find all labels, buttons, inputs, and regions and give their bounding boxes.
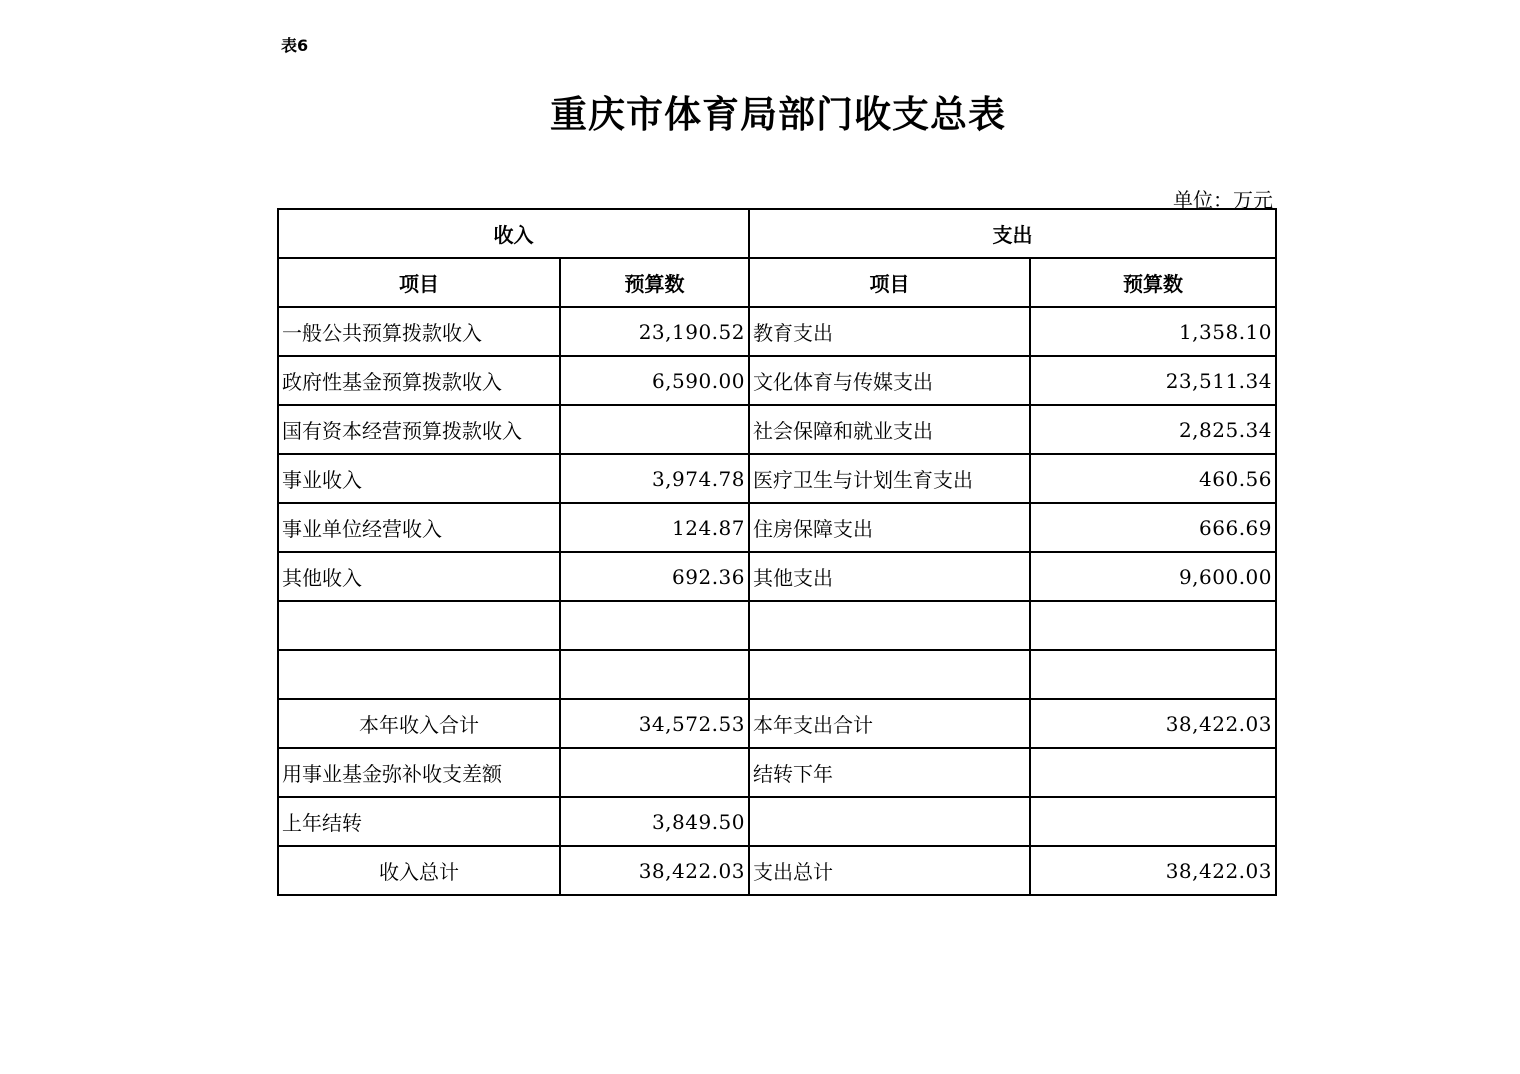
unit-label: 单位：万元 <box>1173 188 1273 212</box>
expense-total-label: 支出总计 <box>749 846 1030 895</box>
expense-budget-cell <box>1030 601 1276 650</box>
expense-total-value: 38,422.03 <box>1030 846 1276 895</box>
table-row <box>278 356 1276 405</box>
expense-budget-cell <box>1030 650 1276 699</box>
income-item-header: 项目 <box>278 258 560 307</box>
table-number-label: 表6 <box>281 36 309 55</box>
expense-budget-cell: 666.69 <box>1030 503 1276 552</box>
income-budget-cell: 3,974.78 <box>560 454 749 503</box>
table-row <box>278 503 1276 552</box>
income-budget-cell: 6,590.00 <box>560 356 749 405</box>
income-budget-cell <box>560 650 749 699</box>
expense-item-header: 项目 <box>749 258 1030 307</box>
expense-item-cell: 社会保障和就业支出 <box>749 405 1030 454</box>
table-row <box>278 797 1276 846</box>
income-budget-cell <box>560 601 749 650</box>
subtotal-row <box>278 699 1276 748</box>
income-subtotal-value: 34,572.53 <box>560 699 749 748</box>
income-budget-cell: 23,190.52 <box>560 307 749 356</box>
expense-item-cell: 其他支出 <box>749 552 1030 601</box>
expense-item-cell: 文化体育与传媒支出 <box>749 356 1030 405</box>
expense-budget-cell: 1,358.10 <box>1030 307 1276 356</box>
income-expense-summary-table <box>277 208 1277 896</box>
income-total-label: 收入总计 <box>278 846 560 895</box>
income-item-cell: 上年结转 <box>278 797 560 846</box>
income-item-cell: 政府性基金预算拨款收入 <box>278 356 560 405</box>
expense-budget-cell <box>1030 797 1276 846</box>
expense-budget-cell: 460.56 <box>1030 454 1276 503</box>
income-budget-header: 预算数 <box>560 258 749 307</box>
expense-item-cell <box>749 797 1030 846</box>
income-total-value: 38,422.03 <box>560 846 749 895</box>
table-row <box>278 307 1276 356</box>
income-subtotal-label: 本年收入合计 <box>278 699 560 748</box>
expense-subtotal-value: 38,422.03 <box>1030 699 1276 748</box>
table-row-empty <box>278 601 1276 650</box>
expense-item-cell: 医疗卫生与计划生育支出 <box>749 454 1030 503</box>
table-row <box>278 552 1276 601</box>
income-budget-cell: 3,849.50 <box>560 797 749 846</box>
expense-item-cell <box>749 601 1030 650</box>
expense-item-cell: 教育支出 <box>749 307 1030 356</box>
expense-subtotal-label: 本年支出合计 <box>749 699 1030 748</box>
expense-budget-cell: 23,511.34 <box>1030 356 1276 405</box>
income-item-cell <box>278 650 560 699</box>
table-row <box>278 454 1276 503</box>
expense-budget-header: 预算数 <box>1030 258 1276 307</box>
income-budget-cell: 124.87 <box>560 503 749 552</box>
expense-group-header: 支出 <box>749 209 1276 258</box>
income-item-cell: 一般公共预算拨款收入 <box>278 307 560 356</box>
income-item-cell: 国有资本经营预算拨款收入 <box>278 405 560 454</box>
page-title: 重庆市体育局部门收支总表 <box>550 93 1006 136</box>
expense-item-cell: 住房保障支出 <box>749 503 1030 552</box>
income-item-cell: 用事业基金弥补收支差额 <box>278 748 560 797</box>
income-item-cell <box>278 601 560 650</box>
income-group-header: 收入 <box>278 209 749 258</box>
table-row-empty <box>278 650 1276 699</box>
table-row <box>278 405 1276 454</box>
grand-total-row <box>278 846 1276 895</box>
column-header-row <box>278 258 1276 307</box>
table-row <box>278 748 1276 797</box>
expense-budget-cell: 9,600.00 <box>1030 552 1276 601</box>
expense-budget-cell: 2,825.34 <box>1030 405 1276 454</box>
expense-budget-cell <box>1030 748 1276 797</box>
expense-item-cell <box>749 650 1030 699</box>
group-header-row <box>278 209 1276 258</box>
income-item-cell: 事业收入 <box>278 454 560 503</box>
income-budget-cell: 692.36 <box>560 552 749 601</box>
income-item-cell: 事业单位经营收入 <box>278 503 560 552</box>
income-item-cell: 其他收入 <box>278 552 560 601</box>
income-budget-cell <box>560 748 749 797</box>
income-budget-cell <box>560 405 749 454</box>
expense-item-cell: 结转下年 <box>749 748 1030 797</box>
